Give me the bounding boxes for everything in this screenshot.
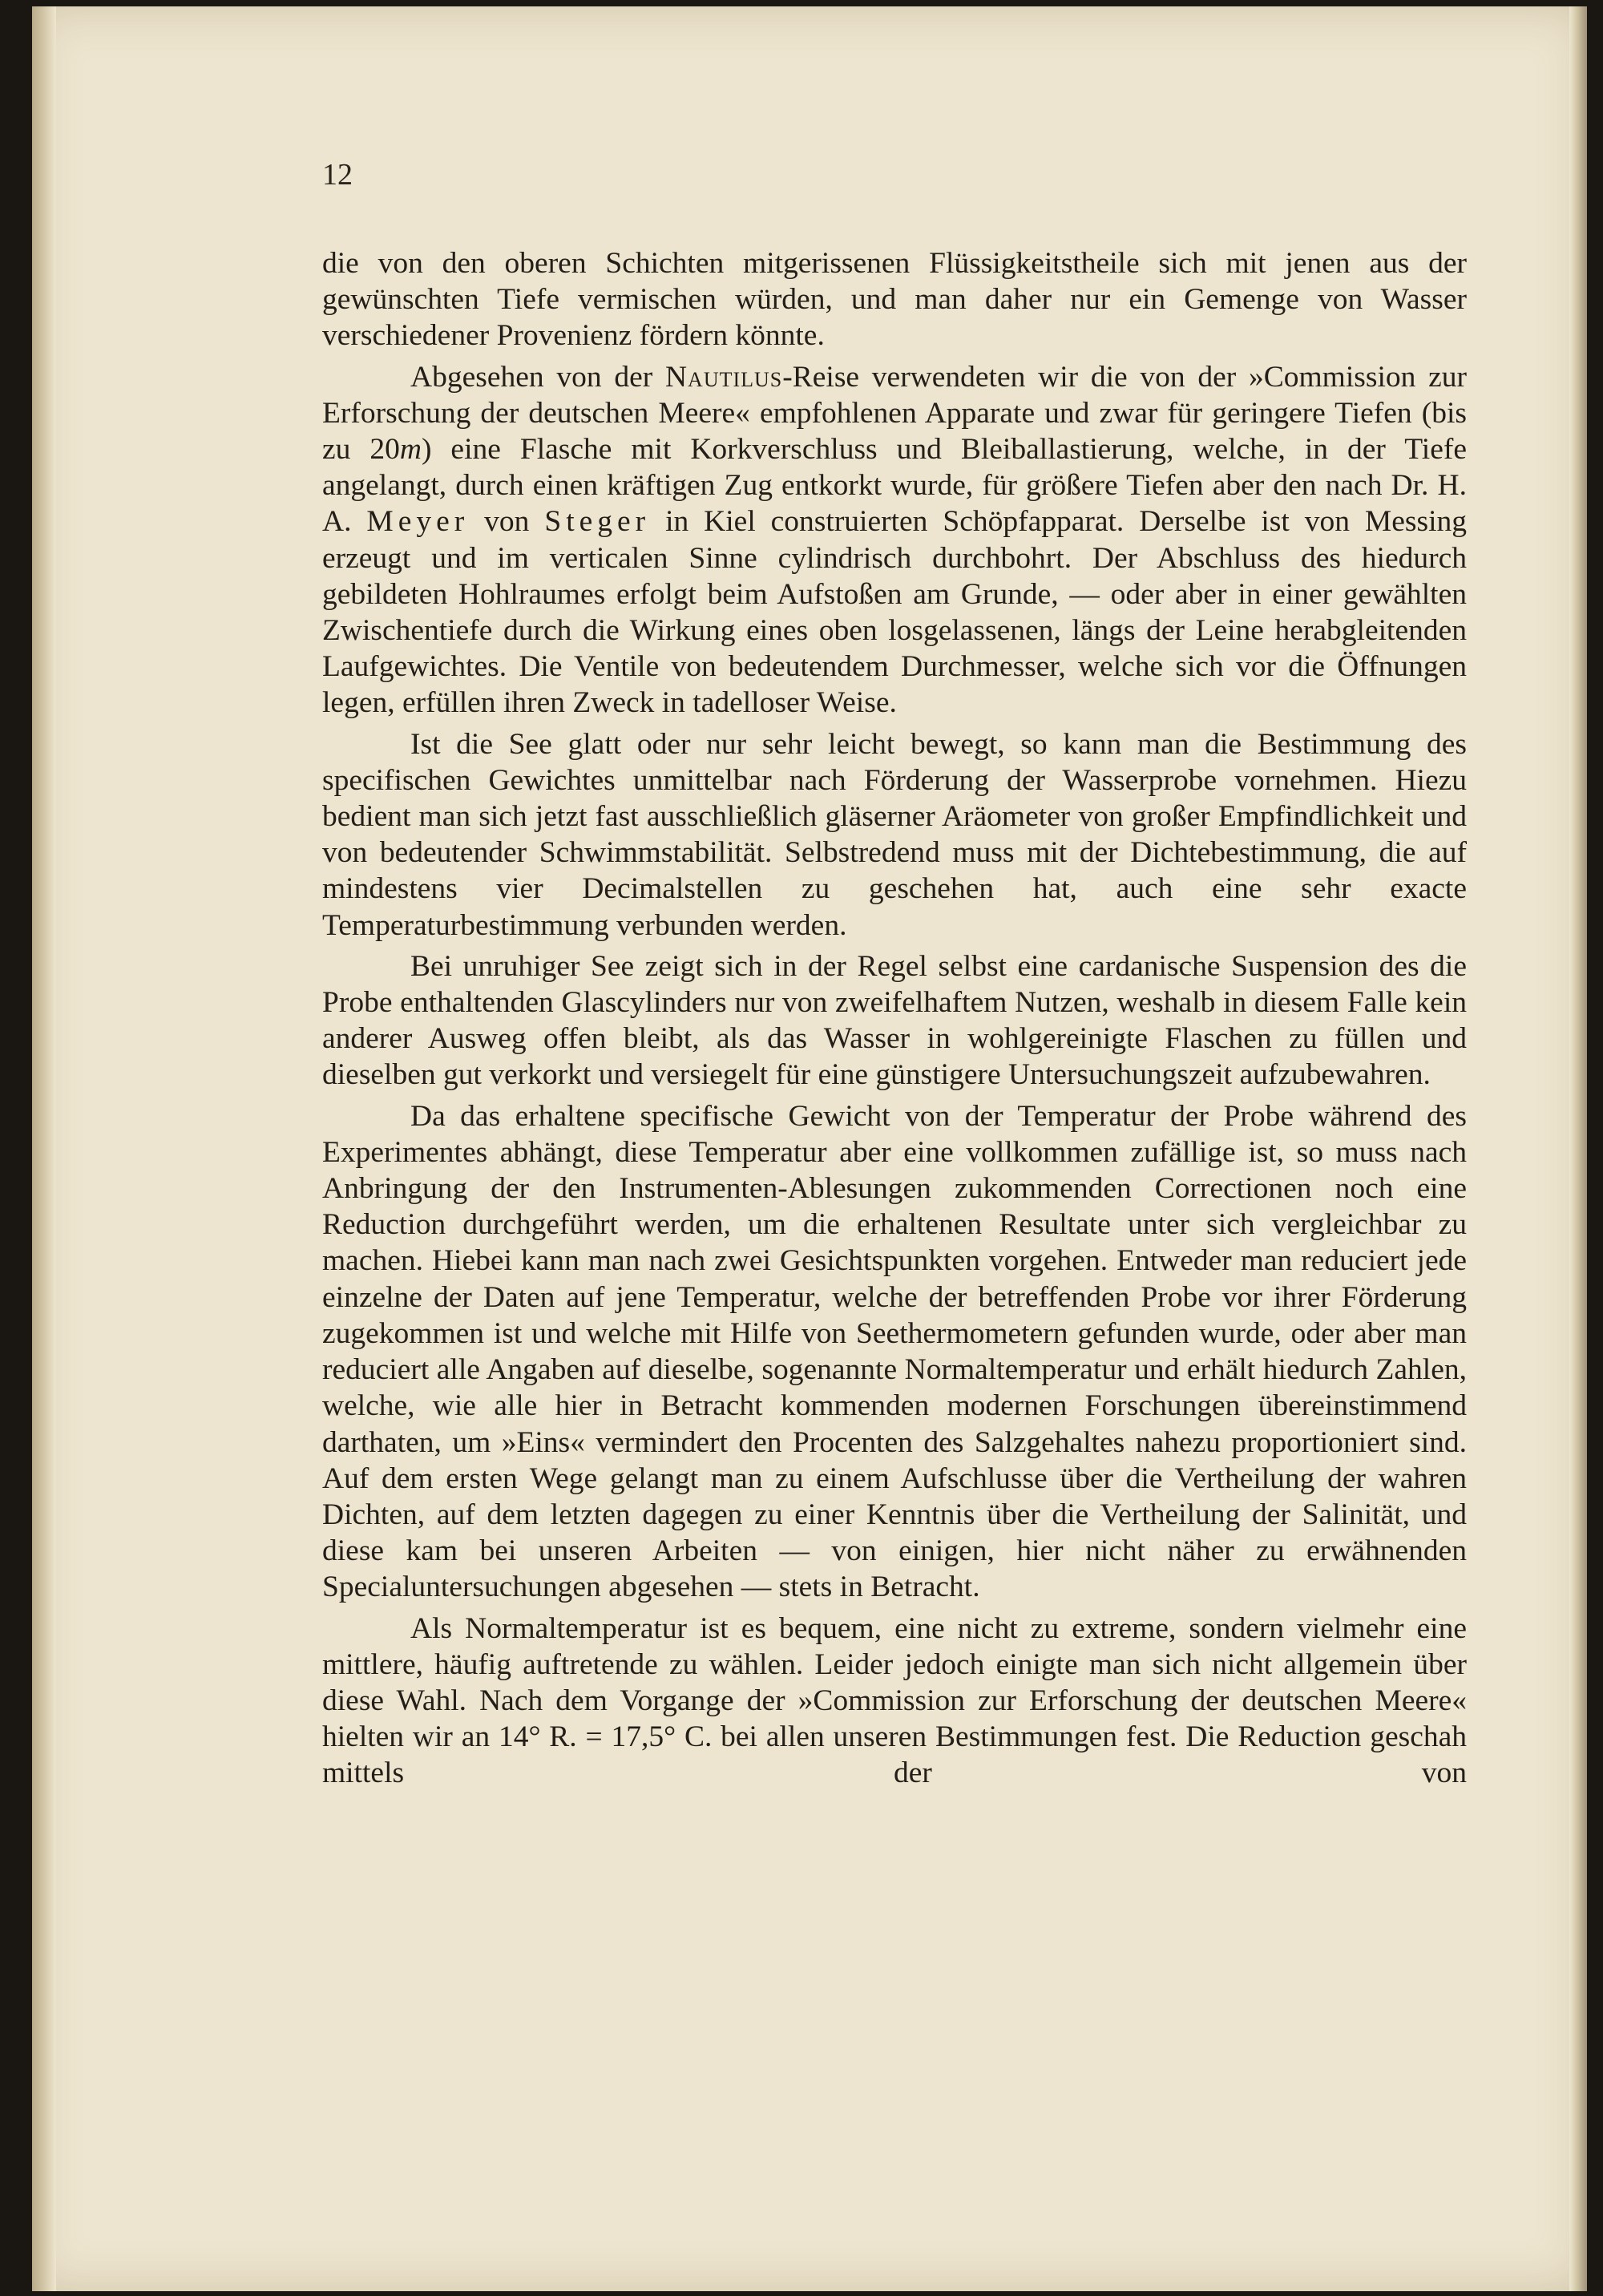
paragraph-p3 — [322, 726, 1467, 944]
text-run: Abgesehen von der — [410, 360, 665, 394]
text-run: Ist die See glatt oder nur sehr leicht bewegt, so kann man die Bestimmung des specifischen Gewichtes unmittelbar nach Förderung der Wasserprobe vornehmen. Hiezu bedient man sich jetzt fast ausschließlich gläserner Aräometer von großer Empfindlichkeit und von bedeutender Schwimmstabilität. Selbstredend muss mit der Dichtebestimmung, die auf mindestens vier Decimalstellen zu geschehen hat, auch eine sehr exacte Temperaturbestimmung verbunden werden. — [322, 727, 1467, 942]
paragraph-p6 — [322, 1611, 1467, 1792]
text-run: Steger — [544, 505, 651, 539]
text-run: m — [399, 433, 422, 467]
page-number: 12 — [322, 158, 353, 192]
paragraph-p5 — [322, 1098, 1467, 1606]
text-run: ) eine Flasche mit Korkverschluss und Bleiballastierung, welche, in der Tiefe angelangt, durch einen kräftigen Zug entkorkt wurde, für größere Tiefen aber den nach Dr. H. A. — [322, 433, 1467, 539]
paragraph-p4 — [322, 948, 1467, 1093]
text-run: Da das erhaltene specifische Gewicht von der Temperatur der Probe während des Experimentes abhängt, diese Temperatur aber eine vollkommen zufällige ist, so muss nach Anbringung der den Instrumenten-Ablesungen zukommenden Correctionen noch eine Reduction durchgeführt werden, um die erhaltenen Resultate unter sich vergleichbar zu machen. Hiebei kann man nach zwei Gesichtspunkten vorgehen. Entweder man reduciert jede einzelne der Daten auf jene Temperatur, welche der betreffenden Probe vor ihrer Förderung zugekommen ist und welche mit Hilfe von Seethermometern gefunden wurde, oder aber man reduciert alle Angaben auf dieselbe, sogenannte Normaltemperatur und erhält hiedurch Zahlen, welche, wie alle hier in Betracht kommenden modernen Forschungen übereinstimmend darthaten, um »Eins« vermindert den Procenten des Salzgehaltes nahezu proportioniert sind. Auf dem ersten Wege gelangt man zu einem Aufschlusse über die Vertheilung der wahren Dichten, auf dem letzten dagegen zu einer Kenntnis über die Vertheilung der Salinität, und diese kam bei unseren Arbeiten — von einigen, hier nicht näher zu erwähnenden Specialuntersuchungen abgesehen — stets in Betracht. — [322, 1099, 1467, 1604]
text-run: Nautilus — [664, 360, 783, 394]
text-run: -Reise verwendeten wir die von der »Commission zur Erforschung der deutschen Meere« empfohlenen Apparate und zwar für geringere Tiefen (bis zu 20 — [322, 360, 1467, 467]
text-run: Als Normaltemperatur ist es bequem, eine nicht zu extreme, sondern vielmehr eine mittlere, häufig auftretende zu wählen. Leider jedoch einigte man sich nicht allgemein über diese Wahl. Nach dem Vorgange der »Commission zur Erforschung der deutschen Meere« hielten wir an 14° R. = 17,5° C. bei allen unseren Bestimmungen fest. Die Reduction geschah mittels der von — [322, 1611, 1467, 1790]
body-text — [322, 245, 1467, 1797]
page-spine-shadow — [32, 6, 56, 2291]
paragraph-p2 — [322, 359, 1467, 722]
page-edge-shadow — [1569, 6, 1587, 2291]
text-run: in Kiel construierten Schöpfapparat. Derselbe ist von Messing erzeugt und im verticalen Sinne cylindrisch durchbohrt. Der Abschluss des hiedurch gebildeten Hohlraumes erfolgt beim Aufstoßen am Grunde, — oder aber in einer gewählten Zwischentiefe durch die Wirkung eines oben losgelassenen, längs der Leine herabgleitenden Laufgewichtes. Die Ventile von bedeutendem Durchmesser, welche sich vor die Öffnungen legen, erfüllen ihren Zweck in tadelloser Weise. — [322, 505, 1468, 720]
paragraph-p1 — [322, 245, 1467, 354]
text-run: von — [469, 505, 545, 539]
text-run: Bei unruhiger See zeigt sich in der Regel selbst eine cardanische Suspension des die Probe enthaltenden Glascylinders nur von zweifelhaftem Nutzen, weshalb in diesem Falle kein anderer Ausweg offen bleibt, als das Wasser in wohlgereinigte Flaschen zu füllen und dieselben gut verkorkt und versiegelt für eine günstigere Untersuchungszeit aufzubewahren. — [322, 949, 1467, 1092]
text-run: Meyer — [366, 505, 470, 539]
text-run: die von den oberen Schichten mitgerissenen Flüssigkeitstheile sich mit jenen aus der gewünschten Tiefe vermischen würden, und man daher nur ein Gemenge von Wasser verschiedener Provenienz fördern könnte. — [322, 247, 1467, 353]
book-page — [32, 6, 1587, 2291]
